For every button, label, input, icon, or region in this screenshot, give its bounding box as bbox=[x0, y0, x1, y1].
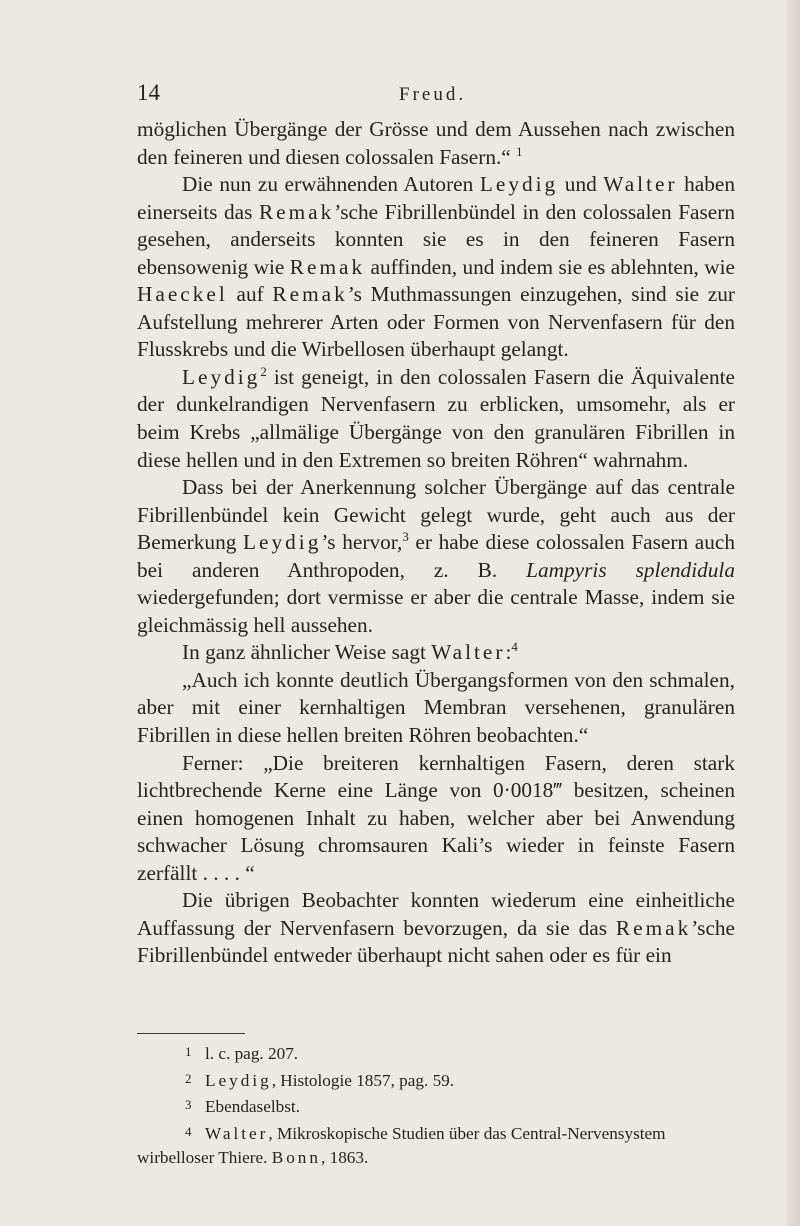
footnote-ref: 4 bbox=[511, 640, 518, 655]
footnote-4-continued: wirbelloser Thiere. Bonn, 1863. bbox=[137, 1148, 369, 1167]
paragraph-1: möglichen Übergänge der Grösse und dem Aussehen nach zwischen den feineren und diesen colossalen Fasern.“ $^1$ bbox=[137, 117, 735, 169]
paragraph-6-quote: „Auch ich konnte deutlich Übergangsformen von den schmalen, aber mit einer kernhaltigen Membran versehenen, granulären Fibrillen in diese hellen breiten Röhren beobachten.“ bbox=[137, 667, 735, 748]
footnote-1: 1 l. c. pag. 207. bbox=[185, 1044, 299, 1063]
footnote-4: 4 Walter, Mikroskopische Studien über das Central-Nervensystem bbox=[185, 1123, 666, 1143]
species-name: Lampyris splendidula bbox=[526, 557, 735, 582]
footnote-ref: 1 bbox=[516, 144, 523, 159]
body-text bbox=[137, 116, 735, 970]
running-head: Freud. bbox=[399, 84, 467, 105]
paragraph-8: Die übrigen Beobachter konnten wiederum eine einheitliche Auffassung der Nervenfasern bevorzugen, da sie das Remak’sche Fibrillenbündel entweder überhaupt nicht sahen oder es für ein bbox=[137, 888, 735, 968]
page-edge-shadow bbox=[786, 0, 800, 1226]
footnote-ref: 3 bbox=[402, 530, 409, 545]
footnote-ref: 2 bbox=[260, 364, 267, 379]
footnote-3: 3 Ebendaselbst. bbox=[185, 1097, 300, 1116]
footnote-separator bbox=[137, 1033, 245, 1034]
paragraph-3: Leydig$^2$ ist geneigt, in den colossalen Fasern die Äquivalente der dunkelrandigen Nervenfasern zu erblicken, umsomehr, als er beim Krebs „allmälige Übergänge von den granulären Fibrillen in diese hellen und in den Extremen so breiten Röhren“ wahrnahm. bbox=[137, 364, 735, 472]
page-number: 14 bbox=[137, 80, 160, 105]
page-header bbox=[137, 80, 736, 110]
paragraph-7-quote: Ferner: „Die breiteren kernhaltigen Fasern, deren stark lichtbrechende Kerne eine Länge von 0·0018‴ besitzen, scheinen einen homogenen Inhalt zu haben, welcher aber bei Anwendung schwacher Lösung chromsauren Kali’s wieder in feinste Fasern zerfällt . . . . “ bbox=[137, 750, 735, 885]
paragraph-2: Die nun zu erwähnenden Autoren Leydig und Walter haben einerseits das Remak’sche Fibrillenbündel in den colossalen Fasern gesehen, anderseits konnten sie es in den feineren Fasern ebensowenig wie Remak auffinden, und indem sie es ablehnten, wie Haeckel auf Remak’s Muthmassungen einzugehen, sind sie zur Aufstellung mehrerer Arten oder Formen von Nervenfasern für den Flusskrebs und die Wirbellosen überhaupt gelangt. bbox=[137, 172, 735, 362]
footnote-2: 2 Leydig, Histologie 1857, pag. 59. bbox=[185, 1070, 455, 1090]
footnotes bbox=[137, 1040, 737, 1171]
paragraph-5: In ganz ähnlicher Weise sagt Walter:$^4$ bbox=[182, 640, 518, 665]
paragraph-4: Dass bei der Anerkennung solcher Übergänge auf das centrale Fibrillenbündel kein Gewicht gelegt wurde, geht auch aus der Bemerkung Leydig’s hervor,$^3$ er habe diese colossalen Fasern auch bei anderen Anthropoden, z. B. Lampyris splendidula wiedergefunden; dort vermisse er aber die centrale Masse, indem sie gleichmässig hell aussehen. bbox=[137, 475, 735, 637]
